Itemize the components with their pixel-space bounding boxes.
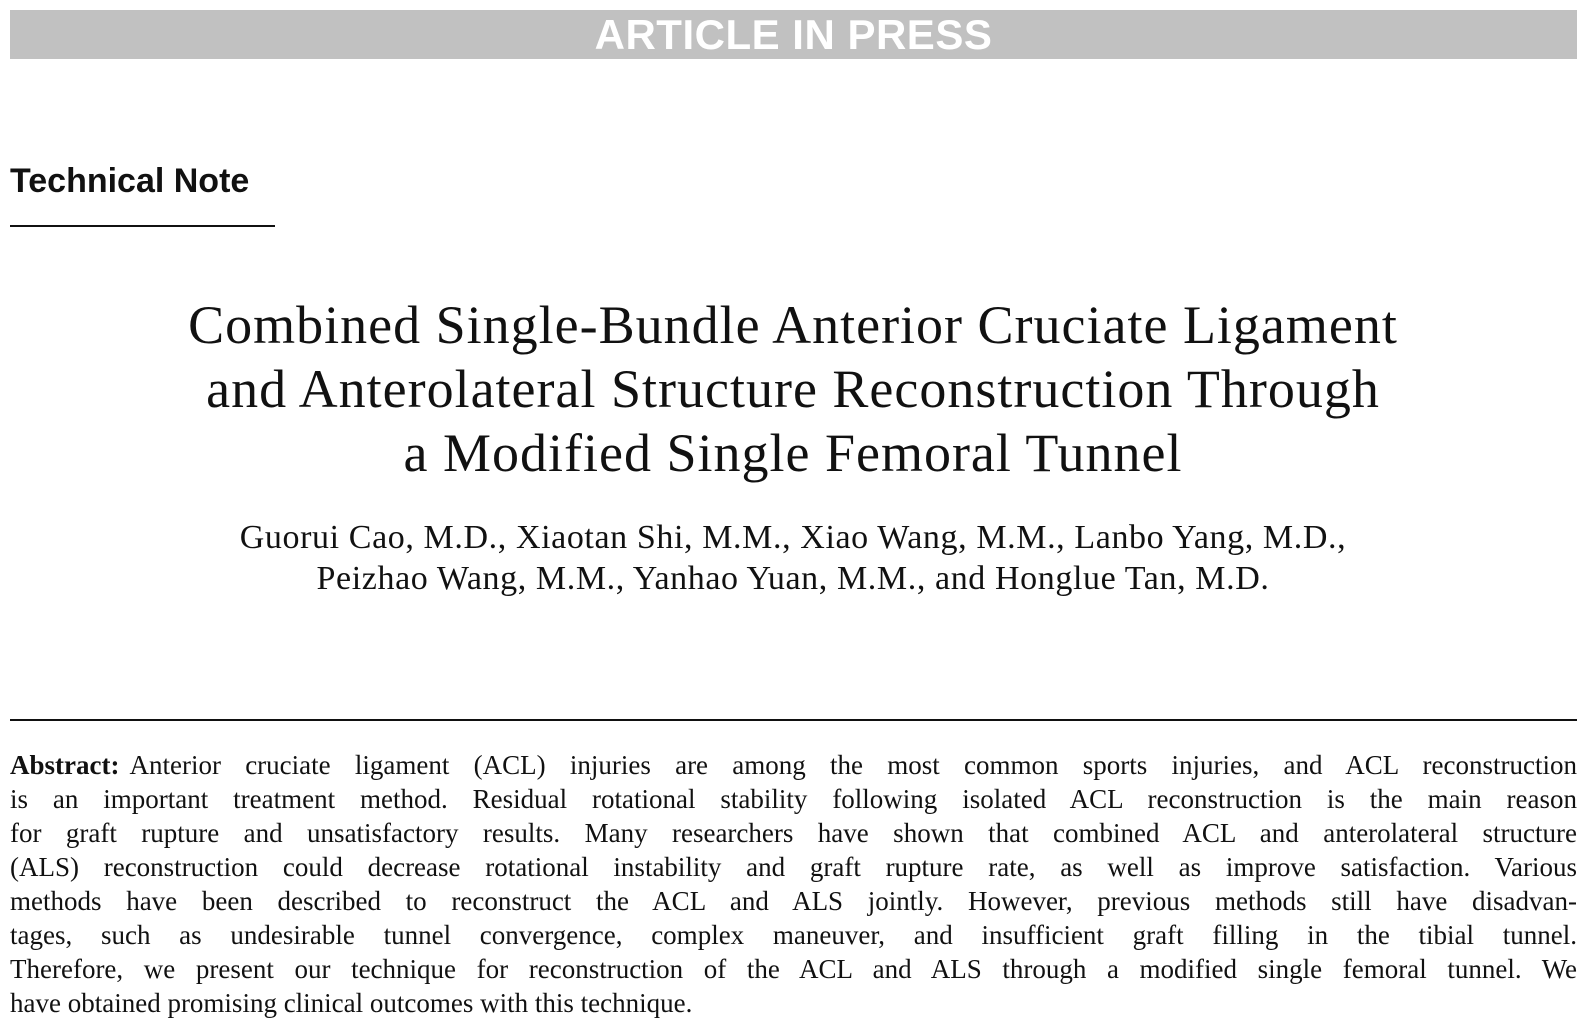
abstract-line: tages, such as undesirable tunnel convergence, complex maneuver, and insufficient graft filling in the tibial tunnel. [10, 920, 1577, 950]
abstract-line: (ALS) reconstruction could decrease rotational instability and graft rupture rate, as well as improve satisfaction. Various [10, 852, 1577, 882]
section-label: Technical Note [10, 162, 250, 200]
author-list [60, 517, 1526, 599]
abstract-label: Abstract: [10, 750, 120, 780]
abstract-line [10, 748, 1577, 782]
article-in-press-banner [10, 10, 1577, 59]
abstract-divider [10, 719, 1577, 721]
banner-text: ARTICLE IN PRESS [594, 10, 993, 58]
title-line: a Modified Single Femoral Tunnel [403, 423, 1183, 483]
abstract-line-text: Anterior cruciate ligament (ACL) injuries are among the most common sports injuries, and ACL reconstruction [129, 750, 1577, 780]
abstract-line: is an important treatment method. Residual rotational stability following isolated ACL reconstruction is the main reason [10, 784, 1577, 814]
section-underline [10, 225, 275, 227]
title-line: and Anterolateral Structure Reconstruction Through [206, 359, 1380, 419]
abstract-line: for graft rupture and unsatisfactory results. Many researchers have shown that combined ACL and anterolateral structure [10, 818, 1577, 848]
abstract-line: Therefore, we present our technique for reconstruction of the ACL and ALS through a modified single femoral tunnel. We [10, 954, 1577, 984]
author-line: Guorui Cao, M.D., Xiaotan Shi, M.M., Xiao Wang, M.M., Lanbo Yang, M.D., [239, 519, 1347, 556]
title-line: Combined Single-Bundle Anterior Cruciate Ligament [188, 295, 1398, 355]
abstract-line: methods have been described to reconstruct the ACL and ALS jointly. However, previous methods still have disadvan- [10, 886, 1577, 916]
author-line: Peizhao Wang, M.M., Yanhao Yuan, M.M., and Honglue Tan, M.D. [316, 560, 1270, 597]
article-title [60, 293, 1526, 485]
abstract [10, 748, 1577, 1020]
abstract-line: have obtained promising clinical outcomes with this technique. [10, 988, 693, 1018]
